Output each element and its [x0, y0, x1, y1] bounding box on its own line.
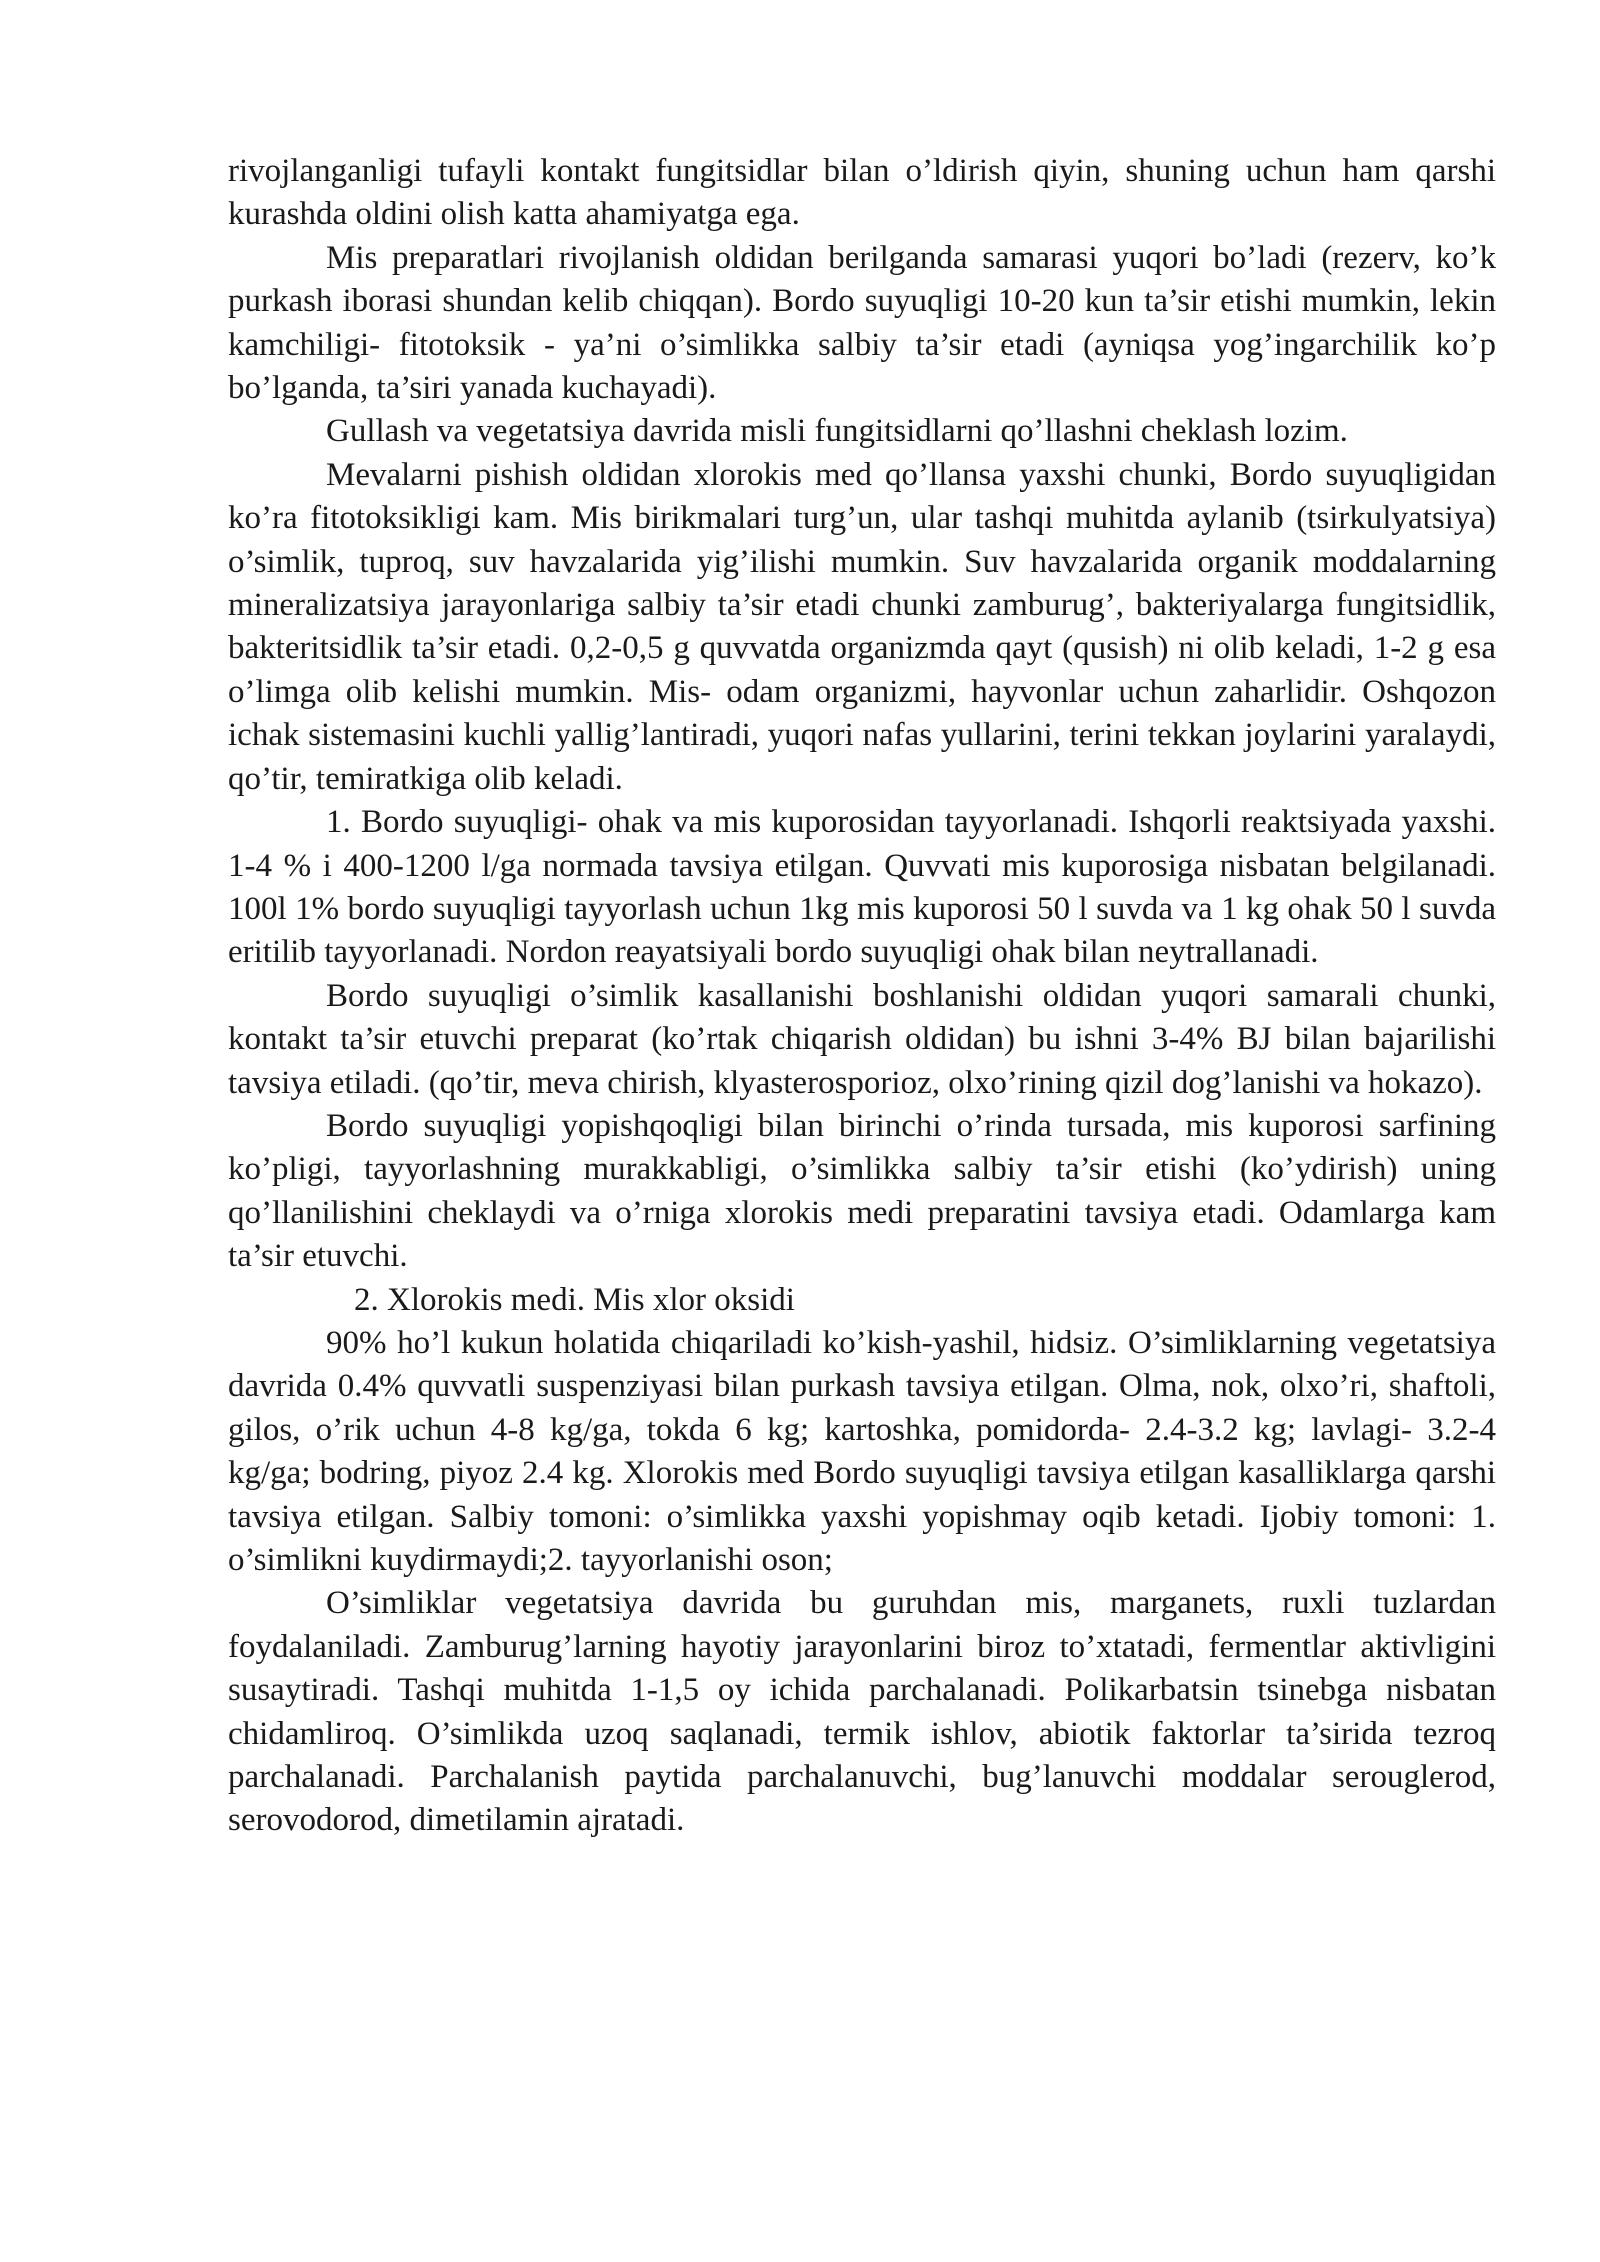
paragraph-bordo-suyuqligi-1: 1. Bordo suyuqligi- ohak va mis kuporosidan tayyorlanadi. Ishqorli reaktsiyada yaxshi. 1-4 % i 400-1200 l/ga normada tavsiya etilgan. Quvvati mis kuporosiga nisbatan belgilanadi. 100l 1% bordo suyuqligi tayyorlash uchun 1kg mis kuporosi 50 l suvda va 1 kg ohak 50 l suvda eritilib tayyorlanadi. Nordon reayatsiyali bordo suyuqligi ohak bilan neytrallanadi.: [228, 804, 1496, 971]
paragraph-bordo-yopishqoqligi: Bordo suyuqligi yopishqoqligi bilan birinchi o’rinda tursada, mis kuporosi sarfining ko’pligi, tayyorlashning murakkabligi, o’simlikka salbiy ta’sir etishi (ko’ydirish) uning qo’llanilishini cheklaydi va o’rniga xlorokis medi preparatini tavsiya etadi. Odamlarga kam ta’sir etuvchi.: [228, 1107, 1496, 1275]
paragraph-xlorokis-description: 90% ho’l kukun holatida chiqariladi ko’kish-yashil, hidsiz. O’simliklarning vegetatsiya davrida 0.4% quvvatli suspenziyasi bilan purkash tavsiya etilgan. Olma, nok, olxo’ri, shaftoli, gilos, o’rik uchun 4-8 kg/ga, tokda 6 kg; kartoshka, pomidorda- 2.4-3.2 kg; lavlagi- 3.2-4 kg/ga; bodring, piyoz 2.4 kg. Xlorokis med Bordo suyuqligi tavsiya etilgan kasalliklarga qarshi tavsiya etilgan. Salbiy tomoni: o’simlikka yaxshi yopishmay oqib ketadi. Ijobiy tomoni: 1. o’simlikni kuydirmaydi;2. tayyorlanishi oson;: [228, 1324, 1496, 1578]
paragraph-mevalarni-pishish: Mevalarni pishish oldidan xlorokis med qo’llansa yaxshi chunki, Bordo suyuqligidan ko’ra fitotoksikligi kam. Mis birikmalari turg’un, ular tashqi muhitda aylanib (tsirkulyatsiya) o’simlik, tuproq, suv havzalarida yig’ilishi mumkin. Suv havzalarida organik moddalarning mineralizatsiya jarayonlariga salbiy ta’sir etadi chunki zamburug’, bakteriyalarga fungitsidlik, bakteritsidlik ta’sir etadi. 0,2-0,5 g quvvatda organizmda qayt (qusish) ni olib keladi, 1-2 g esa o’limga olib kelishi mumkin. Mis- odam organizmi, hayvonlar uchun zaharlidir. Oshqozon ichak sistemasini kuchli yallig’lantiradi, yuqori nafas yullarini, terini tekkan joylarini yaralaydi, qo’tir, temiratkiga olib keladi.: [228, 456, 1496, 797]
section-heading-xlorokis-medi: 2. Xlorokis medi. Mis xlor oksidi: [354, 1281, 795, 1318]
document-page: [228, 150, 1496, 1843]
paragraph-mis-preparatlari: Mis preparatlari rivojlanish oldidan berilganda samarasi yuqori bo’ladi (rezerv, ko’k purkash iborasi shundan kelib chiqqan). Bordo suyuqligi 10-20 kun ta’sir etishi mumkin, lekin kamchiligi- fitotoksik - ya’ni o’simlikka salbiy ta’sir etadi (ayniqsa yog’ingarchilik ko’p bo’lganda, ta’siri yanada kuchayadi).: [228, 239, 1496, 407]
paragraph-vegetatsiya-davrida: O’simliklar vegetatsiya davrida bu guruhdan mis, marganets, ruxli tuzlardan foydalaniladi. Zamburug’larning hayotiy jarayonlarini biroz to’xtatadi, fermentlar aktivligini susaytiradi. Tashqi muhitda 1-1,5 oy ichida parchalanadi. Polikarbatsin tsinebga nisbatan chidamliroq. O’simlikda uzoq saqlanadi, termik ishlov, abiotik faktorlar ta’sirida tezroq parchalanadi. Parchalanish paytida parchalanuvchi, bug’lanuvchi moddalar serouglerod, serovodorod, dimetilamin ajratadi.: [228, 1585, 1496, 1839]
paragraph-gullash: Gullash va vegetatsiya davrida misli fungitsidlarni qo’llashni cheklash lozim.: [326, 413, 1348, 450]
paragraph-continuation: rivojlanganligi tufayli kontakt fungitsidlar bilan o’ldirish qiyin, shuning uchun ham qarshi kurashda oldini olish katta ahamiyatga ega.: [228, 153, 1496, 233]
paragraph-bordo-samarali: Bordo suyuqligi o’simlik kasallanishi boshlanishi oldidan yuqori samarali chunki, kontakt ta’sir etuvchi preparat (ko’rtak chiqarish oldidan) bu ishni 3-4% BJ bilan bajarilishi tavsiya etiladi. (qo’tir, meva chirish, klyasterosporioz, olxo’rining qizil dog’lanishi va hokazo).: [228, 977, 1496, 1101]
